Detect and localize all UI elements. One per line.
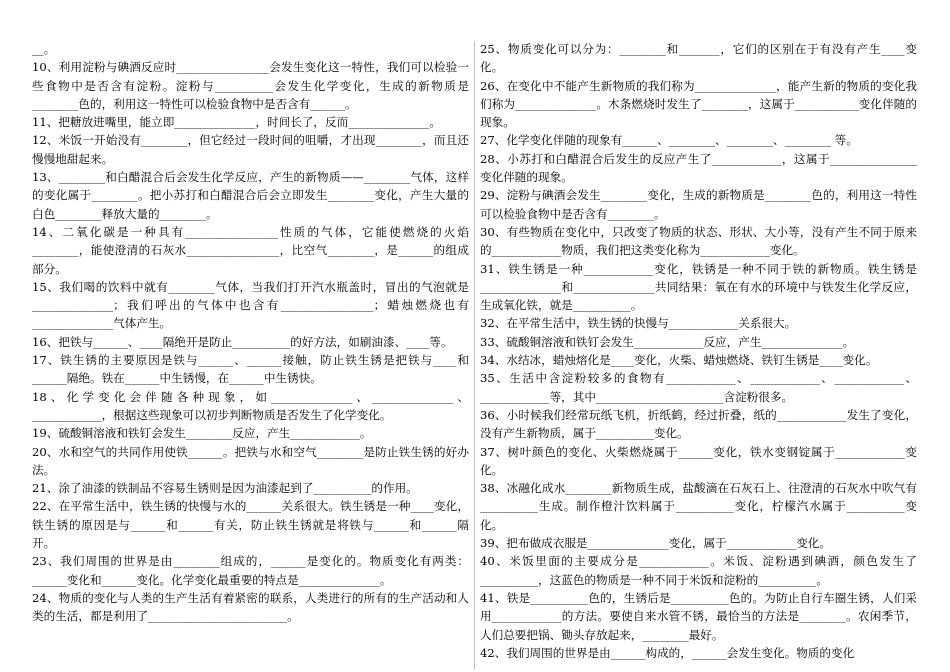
question-18: 18、化学变化会伴随各种现象，如______________、______________、____________，根据这些现象可以初步判断物质是否发生了化学变化。 (32, 389, 469, 422)
question-33: 33、硫酸铜溶液和铁钉会发生____________反应，产生______________。 (480, 334, 855, 349)
question-27: 27、化学变化伴随的现象有______、________、________、________ 等。 (480, 133, 858, 148)
right-question-column (475, 40, 917, 665)
question-12: 12、米饭一开始没有________，但它经过一段时间的咀嚼，才出现________，而且还慢慢地甜起来。 (32, 133, 469, 166)
question-19: 19、硫酸铜溶液和铁钉会发生________反应，产生____________。 (32, 426, 372, 441)
question-31: 31、铁生锈是一种____________变化，铁锈是一种不同于铁的新物质。铁生锈是______________和______________共同结果：氧在有水的环境中与铁发生化学反应，生成氧化铁，就是__________。 (480, 261, 917, 313)
question-16: 16、把铁与______、____隔绝开是防止__________的好方法，如刷油漆、____等。 (32, 334, 453, 349)
question-30: 30、有些物质在变化中，只改变了物质的状态、形状、大小等，没有产生不同于原来的____________物质，我们把这类变化称为____________变化。 (480, 224, 917, 258)
question-20: 20、水和空气的共同作用使铁______。把铁与水和空气________是防止铁生锈的好办法。 (32, 444, 469, 477)
question-39: 39、把布做成衣服是______________变化，属于____________变化。 (480, 536, 831, 551)
question-22: 22、在平常生活中，铁生锈的快慢与水的______关系很大。铁生锈是一种____变化，铁生锈的原因是与______和______有关，防止铁生锈就是将铁与______和______隔开。 (32, 499, 469, 551)
left-question-column (32, 40, 474, 665)
question-17: 17、铁生锈的主要原因是铁与______、______接触，防止铁生锈是把铁与____和______隔绝。铁在______中生锈慢，在______中生锈快。 (32, 353, 469, 386)
question-21: 21、涂了油漆的铁制品不容易生锈则是因为油漆起到了__________的作用。 (32, 481, 418, 496)
question-14: 14、二氧化碳是一种具有________________性质的气体，它能使燃烧的火焰________，能使澄清的石灰水________________，比空气________，是______的组成部分。 (32, 224, 469, 276)
question-28: 28、小苏打和白醋混合后发生的反应产生了____________，这属于_______________变化伴随的现象。 (480, 151, 917, 185)
question-32: 32、在平常生活中，铁生锈的快慢与____________关系很大。 (480, 316, 797, 331)
question-42: 42、我们周围的世界是由______构成的，______会发生变化。物质的变化 (480, 645, 855, 660)
question-40: 40、米饭里面的主要成分是____________。米饭、淀粉遇到碘酒，颜色发生了__________，这蓝色的物质是一种不同于米饭和淀粉的__________。 (480, 554, 917, 587)
question-23: 23、我们周围的世界是由________组成的，______是变化的。物质变化有两类：______变化和______变化。化学变化最重要的特点是______________。 (32, 554, 469, 587)
question-29: 29、淀粉与碘酒会发生________变化，生成的新物质是________色的，利用这一特性可以检验食物中是否含有________。 (480, 188, 917, 221)
question-26: 26、在变化中不能产生新物质的我们称为______________，能产生新的物质的变化我们称为______________。木条燃烧时发生了________，这属于___________变化伴随的现象。 (480, 78, 917, 130)
question-36: 36、小时候我们经常玩纸飞机，折纸鹤，经过折叠，纸的____________发生了变化，没有产生新物质，属于__________变化。 (480, 407, 917, 441)
question-10: 10、利用淀粉与碘酒反应时________________会发生变化这一特性，我们可以检验一些食物中是否含有淀粉。淀粉与__________会发生化学变化，生成的新物质是________色的，利用这一特性可以检验食物中是否含有______。 (32, 60, 469, 111)
question-24: 24、物质的变化与人类的生产生活有着紧密的联系，人类进行的所有的生产活动和人类的生活，都是利用了________________________。 (32, 590, 469, 624)
question-37: 37、树叶颜色的变化、火柴燃烧属于______变化，铁水变钢锭属于____________变化。 (480, 444, 917, 477)
question-25: 25、物质变化可以分为：________和_______，它们的区别在于有没有产生____变化。 (480, 42, 917, 75)
question-fragment: __。 (32, 42, 56, 56)
question-34: 34、水结冰，蜡烛熔化是____变化，火柴、蜡烛燃烧、铁钉生锈是____变化。 (480, 353, 878, 368)
question-13: 13、________和白醋混合后会发生化学反应，产生的新物质——________气体，这样的变化属于________。把小苏打和白醋混合后会立即发生________变化，产生大量的白色________释放大量的________。 (32, 170, 469, 221)
question-11: 11、把糖放进嘴里，能立即______________，时间长了，反而______________。 (32, 115, 441, 130)
question-35: 35、生活中含淀粉较多的食物有____________、____________、____________、____________等，其中______________________含淀粉很多。 (480, 371, 917, 404)
question-38: 38、冰融化成水________新物质生成，盐酸滴在石灰石上、往澄清的石灰水中吹气有__________生成。制作橙汁饮料属于__________变化，柠檬汽水属于__________变化。 (480, 481, 917, 532)
question-15: 15、我们喝的饮料中就有________气体，当我们打开汽水瓶盖时，冒出的气泡就是______________；我们呼出的气体中也含有________________；蜡烛燃烧也有______________气体产生。 (32, 279, 469, 331)
question-41: 41、铁是__________色的，生锈后是__________色的。为防止自行车圈生锈，人们采用____________的方法。要使自来水管不锈，最恰当的方法是________。农闲季节，人们总要把锅、锄头存放起来，________最好。 (480, 590, 917, 642)
